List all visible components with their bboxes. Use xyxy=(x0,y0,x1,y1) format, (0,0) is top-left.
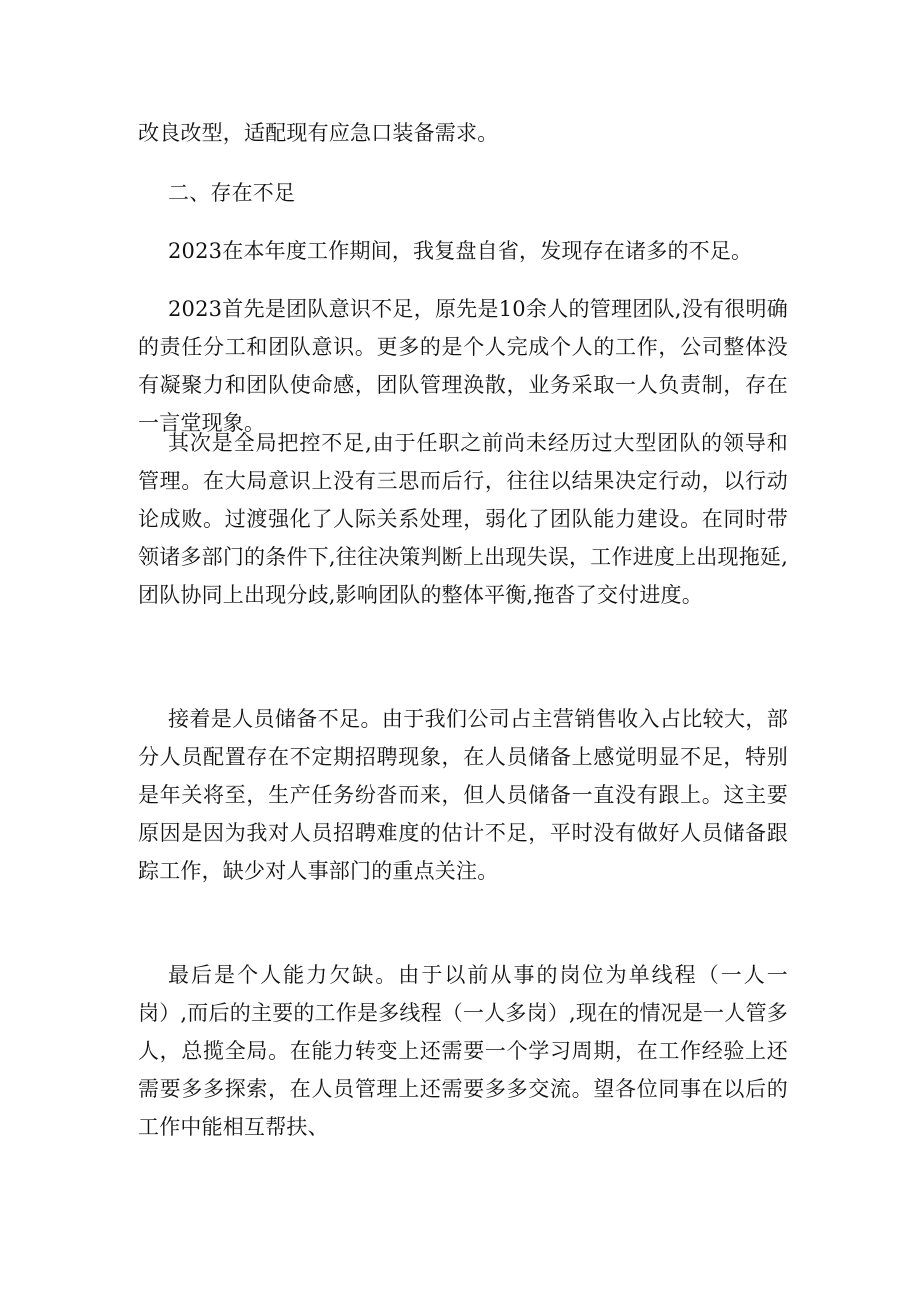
section-heading: 二、存在不足 xyxy=(168,181,296,205)
paragraph-personal-ability: 最后是个人能力欠缺。由于以前从事的岗位为单线程（一人一岗）,而后的主要的工作是多线程（一人多岗）,现在的情况是一人管多人，总揽全局。在能力转变上还需要一个学习周期，在工作经验上还需要多多探索，在人员管理上还需要多多交流。望各位同事在以后的工作中能相互帮扶、 xyxy=(138,963,788,1139)
paragraph-overall-control: 其次是全局把控不足,由于任职之前尚未经历过大型团队的领导和管理。在大局意识上没有三思而后行，往往以结果决定行动，以行动论成败。过渡强化了人际关系处理，弱化了团队能力建设。在同时带领诸多部门的条件下,往往决策判断上出现失误，工作进度上出现拖延,团队协同上出现分歧,影响团队的整体平衡,拖沓了交付进度。 xyxy=(138,431,788,607)
paragraph-continuation: 改良改型，适配现有应急口装备需求。 xyxy=(138,121,499,145)
paragraph-staff-reserve: 接着是人员储备不足。由于我们公司占主营销售收入占比较大，部分人员配置存在不定期招聘现象，在人员储备上感觉明显不足，特别是年关将至，生产任务纷沓而来，但人员储备一直没有跟上。这主要原因是因为我对人员招聘难度的估计不足，平时没有做好人员储备跟踪工作，缺少对人事部门的重点关注。 xyxy=(138,707,788,883)
paragraph-team-awareness: 2023首先是团队意识不足，原先是10余人的管理团队,没有很明确的责任分工和团队意识。更多的是个人完成个人的工作，公司整体没有凝聚力和团队使命感，团队管理涣散，业务采取一人负责制，存在一言堂现象。 xyxy=(138,297,788,435)
paragraph-intro: 2023在本年度工作期间，我复盘自省，发现存在诸多的不足。 xyxy=(168,239,753,263)
